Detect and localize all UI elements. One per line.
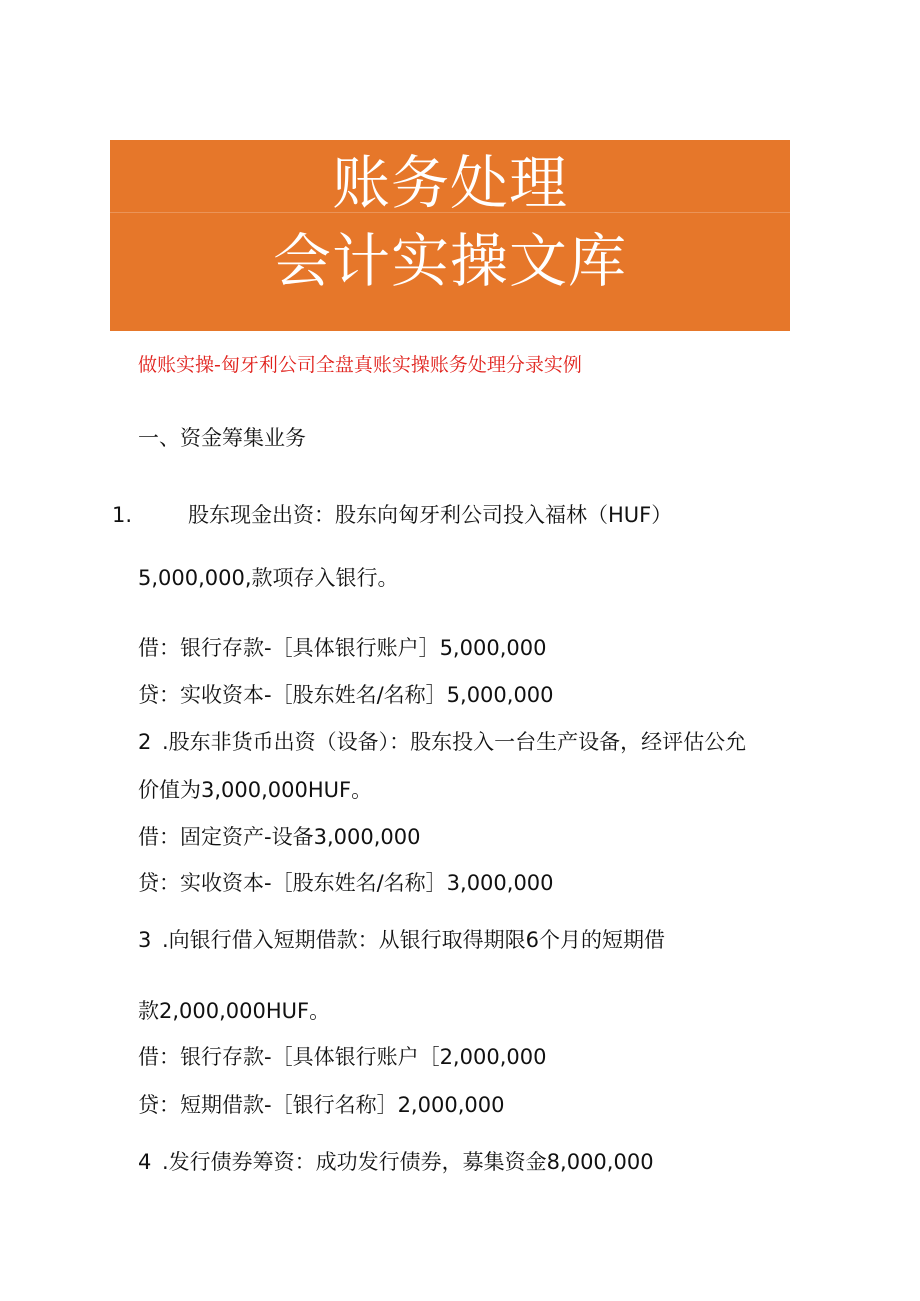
- item-number-1: 1.: [112, 503, 133, 527]
- banner-title-line-1: 账务处理: [331, 149, 568, 217]
- item-1-debit-entry: 借：银行存款-［具体银行账户］5,000,000: [138, 636, 547, 660]
- item-2-text-line-1: .股东非货币出资（设备）：股东投入一台生产设备，经评估公允: [162, 730, 747, 754]
- section-heading: 一、资金筹集业务: [138, 426, 306, 450]
- banner-title-line-2: 会计实操文库: [272, 227, 627, 295]
- item-2-debit-entry: 借：固定资产-设备3,000,000: [138, 825, 421, 849]
- item-3-text-line-2: 款2,000,000HUF。: [138, 999, 331, 1023]
- item-1-text-line-2: 5,000,000,款项存入银行。: [138, 566, 399, 590]
- item-number-4: 4: [138, 1150, 152, 1174]
- item-4-text-line-1: .发行债券筹资：成功发行债券，募集资金8,000,000: [162, 1150, 654, 1174]
- item-3-text-line-1: .向银行借入短期借款：从银行取得期限6个月的短期借: [162, 928, 666, 952]
- cover-banner: [110, 140, 790, 331]
- item-3-debit-entry: 借：银行存款-［具体银行账户［2,000,000: [138, 1045, 547, 1069]
- item-2-credit-entry: 贷：实收资本-［股东姓名/名称］3,000,000: [138, 871, 554, 895]
- item-1-text-line-1: 股东现金出资：股东向匈牙利公司投入福林（HUF）: [188, 503, 673, 527]
- item-1-credit-entry: 贷：实收资本-［股东姓名/名称］5,000,000: [138, 683, 554, 707]
- item-2-text-line-2: 价值为3,000,000HUF。: [138, 778, 373, 802]
- item-3-credit-entry: 贷：短期借款-［银行名称］2,000,000: [138, 1093, 505, 1117]
- document-title: 做账实操-匈牙利公司全盘真账实操账务处理分录实例: [138, 354, 582, 376]
- item-number-3: 3: [138, 928, 152, 952]
- item-number-2: 2: [138, 730, 152, 754]
